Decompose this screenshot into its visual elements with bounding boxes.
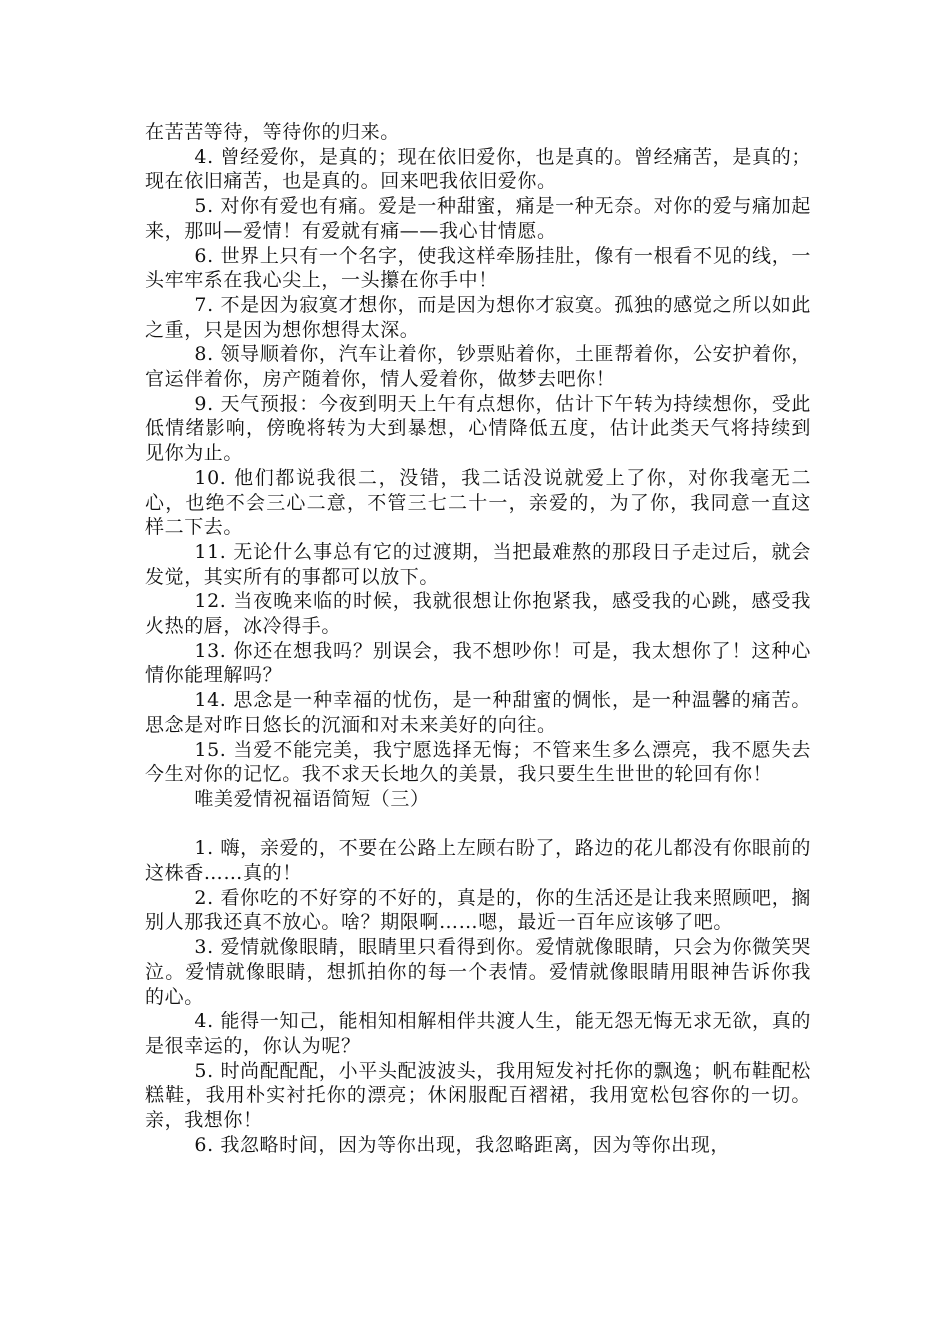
- list-item: 6. 世界上只有一个名字，使我这样牵肠挂肚，像有一根看不见的线，一头牢牢系在我心尖上，一头攥在你手中！: [145, 244, 811, 292]
- list-item: 9. 天气预报：今夜到明天上午有点想你，估计下午转为持续想你，受此低情绪影响，傍晚将转为大到暴想，心情降低五度，估计此类天气将持续到见你为止。: [145, 392, 811, 465]
- list-item: 5. 对你有爱也有痛。爱是一种甜蜜，痛是一种无奈。对你的爱与痛加起来，那叫—爱情！有爱就有痛——我心甘情愿。: [145, 195, 811, 242]
- list-item: 11. 无论什么事总有它的过渡期，当把最难熬的那段日子走过后，就会发觉，其实所有的事都可以放下。: [145, 540, 811, 588]
- body-text: [145, 120, 811, 1158]
- list-item: 14. 思念是一种幸福的忧伤，是一种甜蜜的惆怅，是一种温馨的痛苦。思念是对昨日悠长的沉湎和对未来美好的向往。: [145, 689, 811, 736]
- list-item: 12. 当夜晚来临的时候，我就很想让你抱紧我，感受我的心跳，感受我火热的唇，冰冷得手。: [145, 590, 811, 638]
- list-item: 7. 不是因为寂寞才想你，而是因为想你才寂寞。孤独的感觉之所以如此之重，只是因为想你想得太深。: [145, 293, 811, 341]
- list-item: 4. 能得一知己，能相知相解相伴共渡人生，能无怨无悔无求无欲，真的是很幸运的，你认为呢？: [145, 1010, 811, 1057]
- paragraph-continuation: 在苦苦等待，等待你的归来。: [145, 121, 400, 143]
- list-item: 8. 领导顺着你，汽车让着你，钞票贴着你，土匪帮着你，公安护着你，官运伴着你，房产随着你，情人爱着你，做梦去吧你！: [145, 343, 811, 391]
- list-item: 15. 当爱不能完美，我宁愿选择无悔；不管来生多么漂亮，我不愿失去今生对你的记忆。我不求天长地久的美景，我只要生生世世的轮回有你！: [145, 738, 811, 786]
- list-item: 5. 时尚配配配，小平头配波波头，我用短发衬托你的飘逸；帆布鞋配松糕鞋，我用朴实衬托你的漂亮；休闲服配百褶裙，我用宽松包容你的一切。亲，我想你！: [145, 1059, 811, 1132]
- list-item: 1. 嗨，亲爱的，不要在公路上左顾右盼了，路边的花儿都没有你眼前的这株香……真的！: [145, 837, 811, 885]
- list-item: 4. 曾经爱你，是真的；现在依旧爱你，也是真的。曾经痛苦，是真的；现在依旧痛苦，也是真的。回来吧我依旧爱你。: [145, 145, 811, 193]
- list-item: 10. 他们都说我很二，没错，我二话没说就爱上了你，对你我毫无二心，也绝不会三心二意，不管三七二十一，亲爱的，为了你，我同意一直这样二下去。: [145, 466, 811, 539]
- section-heading: 唯美爱情祝福语简短（三）: [194, 787, 430, 810]
- list-item: 3. 爱情就像眼睛，眼睛里只看得到你。爱情就像眼睛，只会为你微笑哭泣。爱情就像眼睛，想抓拍你的每一个表情。爱情就像眼睛用眼神告诉你我的心。: [145, 936, 811, 1008]
- list-item: 2. 看你吃的不好穿的不好的，真是的，你的生活还是让我来照顾吧，搁别人那我还真不放心。啥？期限啊……嗯，最近一百年应该够了吧。: [145, 886, 811, 934]
- list-item: 13. 你还在想我吗？别误会，我不想吵你！可是，我太想你了！这种心情你能理解吗？: [145, 639, 811, 687]
- list-item: 6. 我忽略时间，因为等你出现，我忽略距离，因为等你出现，: [194, 1133, 730, 1156]
